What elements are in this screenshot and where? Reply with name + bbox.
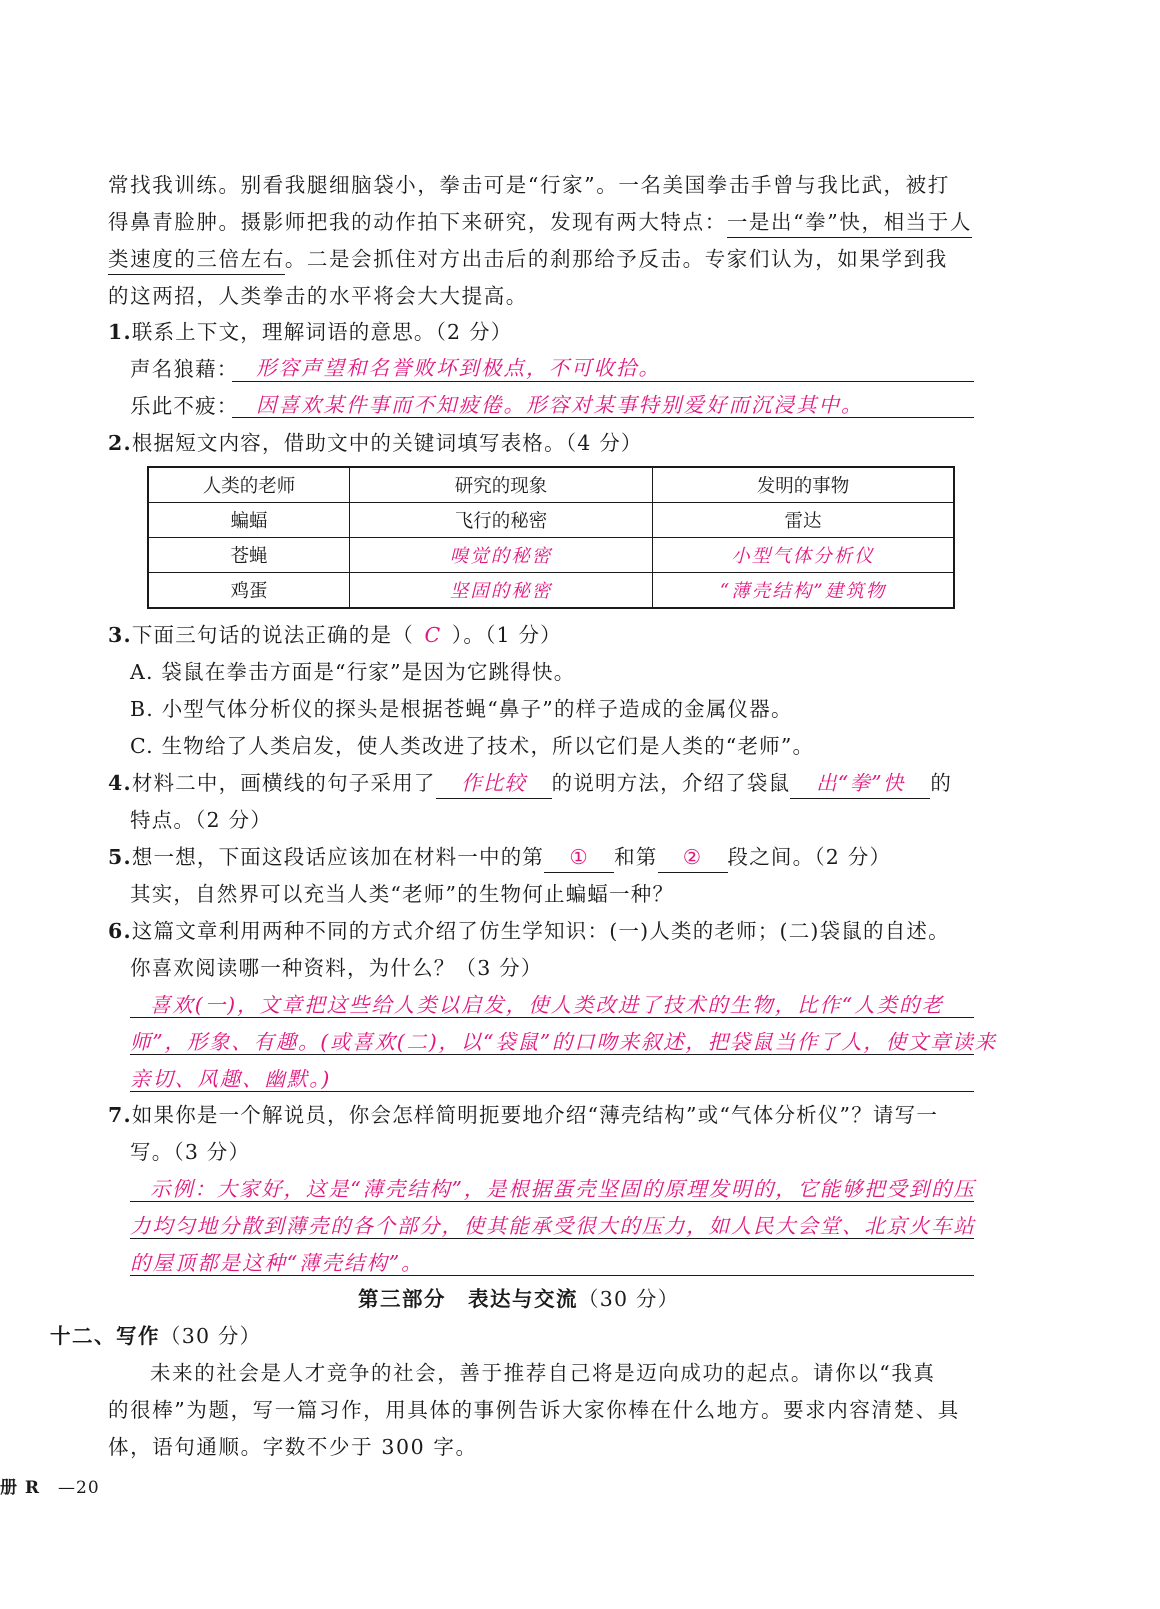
- table-cell: 蝙蝠: [148, 503, 350, 538]
- option-b: B. 小型气体分析仪的探头是根据苍蝇“鼻子”的样子造成的金属仪器。: [130, 697, 793, 721]
- writing-heading: [50, 1317, 261, 1355]
- question-number: 5.: [108, 845, 132, 869]
- question-number: 7.: [108, 1103, 132, 1127]
- question-number: 4.: [108, 771, 132, 795]
- writing-score: （30 分）: [160, 1324, 262, 1348]
- question-6: [108, 912, 950, 950]
- table-cell: 飞行的秘密: [350, 503, 653, 538]
- question-text: 联系上下文，理解词语的意思。（2 分）: [131, 320, 513, 344]
- section-score: （30 分）: [578, 1287, 680, 1311]
- answer-line: [130, 1091, 974, 1092]
- passage-text: 。二是会抓住对方出击后的刹那给予反击。专家们认为，如果学到我: [284, 247, 948, 271]
- q4-blank-1: 作比较: [436, 768, 552, 799]
- question-text: 这篇文章利用两种不同的方式介绍了仿生学知识：(一)人类的老师；(二)袋鼠的自述。: [131, 919, 950, 943]
- answer-line: [232, 381, 974, 382]
- answer-line: [130, 1054, 974, 1055]
- answer-line: [130, 1238, 974, 1239]
- passage-line: [108, 240, 948, 278]
- question-number: 2.: [108, 431, 132, 455]
- table-answer-cell: “薄壳结构”建筑物: [653, 573, 955, 609]
- q7-answer-line: 的屋顶都是这种“薄壳结构”。: [130, 1251, 424, 1275]
- option-c: C. 生物给了人类启发，使人类改进了技术，所以它们是人类的“老师”。: [130, 734, 815, 758]
- table-cell: 苍蝇: [148, 538, 350, 573]
- table-answer-cell: 小型气体分析仪: [653, 538, 955, 573]
- question-text: 和第: [614, 845, 658, 869]
- passage-line: [108, 203, 972, 241]
- writing-prompt-line: 的很棒”为题，写一篇习作，用具体的事例告诉大家你棒在什么地方。要求内容清楚、具: [108, 1398, 960, 1422]
- footer-label: 册 R: [0, 1478, 41, 1498]
- q1-term-1: 声名狼藉：: [130, 357, 239, 381]
- q6-answer-line: 亲切、风趣、幽默。): [130, 1067, 332, 1091]
- question-2: [108, 424, 643, 462]
- answer-line: [130, 1201, 974, 1202]
- page-footer: [0, 1476, 100, 1500]
- table-row: [148, 503, 954, 538]
- passage-line: 的这两招，人类拳击的水平将会大大提高。: [108, 284, 528, 308]
- question-text: 的说明方法，介绍了袋鼠: [551, 771, 791, 795]
- q3-answer: C: [424, 623, 442, 647]
- table-row: [148, 573, 954, 609]
- page-number: —20: [58, 1478, 100, 1498]
- part-three-title: [358, 1280, 679, 1318]
- question-5: [108, 838, 891, 876]
- answer-line: [232, 417, 974, 418]
- question-1: [108, 313, 512, 351]
- question-number: 6.: [108, 919, 132, 943]
- question-4: [108, 764, 952, 802]
- writing-title: 十二、写作: [50, 1324, 160, 1348]
- q6-answer-line: 喜欢(一)，文章把这些给人类以启发，使人类改进了技术的生物，比作“人类的老: [150, 993, 944, 1017]
- table-row: [148, 538, 954, 573]
- q1-answer-1: 形容声望和名誉败坏到极点，不可收拾。: [256, 356, 661, 380]
- question-number: 3.: [108, 623, 132, 647]
- q4-blank-2: 出“拳”快: [790, 768, 930, 799]
- writing-prompt-line: 未来的社会是人才竞争的社会，善于推荐自己将是迈向成功的起点。请你以“我真: [150, 1361, 936, 1385]
- underlined-sentence: 类速度的三倍左右: [108, 244, 285, 275]
- q7-answer-line: 力均匀地分散到薄壳的各个部分，使其能承受很大的压力，如人民大会堂、北京火车站: [130, 1214, 976, 1238]
- question-4-cont: 特点。（2 分）: [130, 808, 272, 832]
- table-cell: 鸡蛋: [148, 573, 350, 609]
- q5-blank-2: ②: [658, 842, 728, 873]
- question-7: [108, 1096, 938, 1134]
- passage-line: 常找我训练。别看我腿细脑袋小，拳击可是“行家”。一名美国拳击手曾与我比武，被打: [108, 173, 950, 197]
- passage-text: 得鼻青脸肿。摄影师把我的动作拍下来研究，发现有两大特点：: [108, 210, 727, 234]
- question-text: 下面三句话的说法正确的是（: [131, 623, 414, 647]
- question-text: 如果你是一个解说员，你会怎样简明扼要地介绍“薄壳结构”或“气体分析仪”？请写一: [131, 1103, 939, 1127]
- question-6-cont: 你喜欢阅读哪一种资料，为什么？（3 分）: [130, 956, 543, 980]
- question-7-cont: 写。（3 分）: [130, 1140, 251, 1164]
- question-text: 的: [930, 771, 953, 795]
- table-header-row: [148, 467, 954, 503]
- table-answer-cell: 嗅觉的秘密: [350, 538, 653, 573]
- answer-table: [147, 466, 955, 609]
- table-header: 发明的事物: [653, 467, 955, 503]
- question-text: 想一想，下面这段话应该加在材料一中的第: [131, 845, 545, 869]
- writing-prompt-line: 体，语句通顺。字数不少于 300 字。: [108, 1435, 478, 1459]
- question-text: ）。（1 分）: [451, 623, 562, 647]
- question-3: [108, 616, 562, 654]
- section-title: 第三部分 表达与交流: [358, 1287, 578, 1311]
- question-text: 材料二中，画横线的句子采用了: [131, 771, 436, 795]
- q1-answer-2: 因喜欢某件事而不知疲倦。形容对某事特别爱好而沉浸其中。: [256, 393, 864, 417]
- q7-answer-line: 示例：大家好，这是“薄壳结构”，是根据蛋壳坚固的原理发明的，它能够把受到的压: [150, 1177, 976, 1201]
- question-text: 段之间。（2 分）: [727, 845, 892, 869]
- q5-quote: 其实，自然界可以充当人类“老师”的生物何止蝙蝠一种？: [130, 882, 675, 906]
- q1-term-2: 乐此不疲：: [130, 394, 239, 418]
- question-number: 1.: [108, 320, 132, 344]
- q6-answer-line: 师”，形象、有趣。(或喜欢(二)，以“袋鼠”的口吻来叙述，把袋鼠当作了人，使文章读来: [130, 1030, 997, 1054]
- answer-line: [130, 1017, 974, 1018]
- question-text: 根据短文内容，借助文中的关键词填写表格。（4 分）: [131, 431, 643, 455]
- answer-line: [130, 1275, 974, 1276]
- table-header: 研究的现象: [350, 467, 653, 503]
- underlined-sentence: 一是出“拳”快，相当于人: [727, 207, 972, 238]
- table-answer-cell: 坚固的秘密: [350, 573, 653, 609]
- option-a: A. 袋鼠在拳击方面是“行家”是因为它跳得快。: [130, 660, 576, 684]
- q5-blank-1: ①: [544, 842, 614, 873]
- table-cell: 雷达: [653, 503, 955, 538]
- table-header: 人类的老师: [148, 467, 350, 503]
